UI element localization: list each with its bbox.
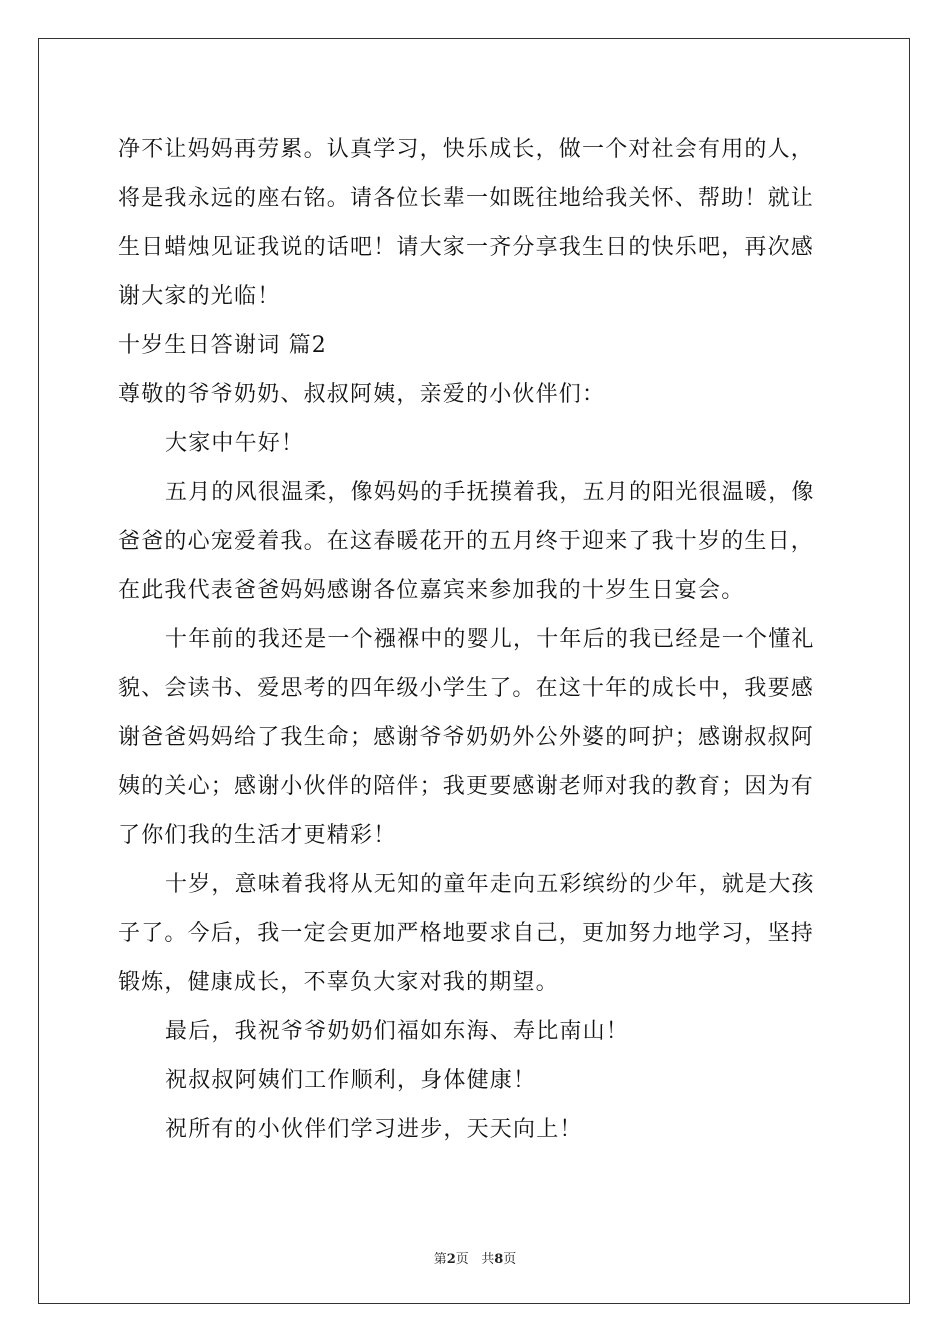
page-suffix: 页 (455, 1252, 469, 1267)
text-line: 十年前的我还是一个襁褓中的婴儿，十年后的我已经是一个懂礼 (165, 627, 815, 652)
text-line: 将是我永远的座右铭。请各位长辈一如既往地给我关怀、帮助！就让 (118, 186, 815, 211)
text-line: 了你们我的生活才更精彩！ (118, 823, 397, 848)
text-line: 净不让妈妈再劳累。认真学习，快乐成长，做一个对社会有用的人， (118, 137, 815, 162)
text-line: 生日蜡烛见证我说的话吧！请大家一齐分享我生日的快乐吧，再次感 (118, 235, 815, 260)
text-line: 谢大家的光临！ (118, 284, 281, 309)
text-line: 祝叔叔阿姨们工作顺利，身体健康！ (165, 1068, 537, 1093)
text-line: 十岁，意味着我将从无知的童年走向五彩缤纷的少年，就是大孩 (165, 872, 815, 897)
text-line: 谢爸爸妈妈给了我生命；感谢爷爷奶奶外公外婆的呵护；感谢叔叔阿 (118, 725, 815, 750)
document-body (118, 125, 834, 1154)
greeting: 大家中午好！ (165, 431, 305, 456)
section-heading: 十岁生日答谢词 篇2 (118, 333, 327, 358)
text-line: 祝所有的小伙伴们学习进步，天天向上！ (165, 1117, 583, 1142)
text-line: 最后，我祝爷爷奶奶们福如东海、寿比南山！ (165, 1019, 630, 1044)
text-line: 在此我代表爸爸妈妈感谢各位嘉宾来参加我的十岁生日宴会。 (118, 578, 745, 603)
total-suffix: 页 (503, 1252, 517, 1267)
total-pages: 8 (494, 1252, 504, 1267)
text-line: 五月的风很温柔，像妈妈的手抚摸着我，五月的阳光很温暖，像 (165, 480, 815, 505)
text-line: 锻炼，健康成长，不辜负大家对我的期望。 (118, 970, 559, 995)
page-prefix: 第 (433, 1252, 447, 1267)
salutation: 尊敬的爷爷奶奶、叔叔阿姨，亲爱的小伙伴们： (118, 382, 606, 407)
page-footer (0, 1248, 950, 1267)
text-line: 爸爸的心宠爱着我。在这春暖花开的五月终于迎来了我十岁的生日， (118, 529, 815, 554)
text-line: 子了。今后，我一定会更加严格地要求自己，更加努力地学习，坚持 (118, 921, 815, 946)
text-line: 姨的关心；感谢小伙伴的陪伴；我更要感谢老师对我的教育；因为有 (118, 774, 815, 799)
total-prefix: 共 (481, 1252, 495, 1267)
text-line: 貌、会读书、爱思考的四年级小学生了。在这十年的成长中，我要感 (118, 676, 815, 701)
page-number: 2 (446, 1252, 456, 1267)
